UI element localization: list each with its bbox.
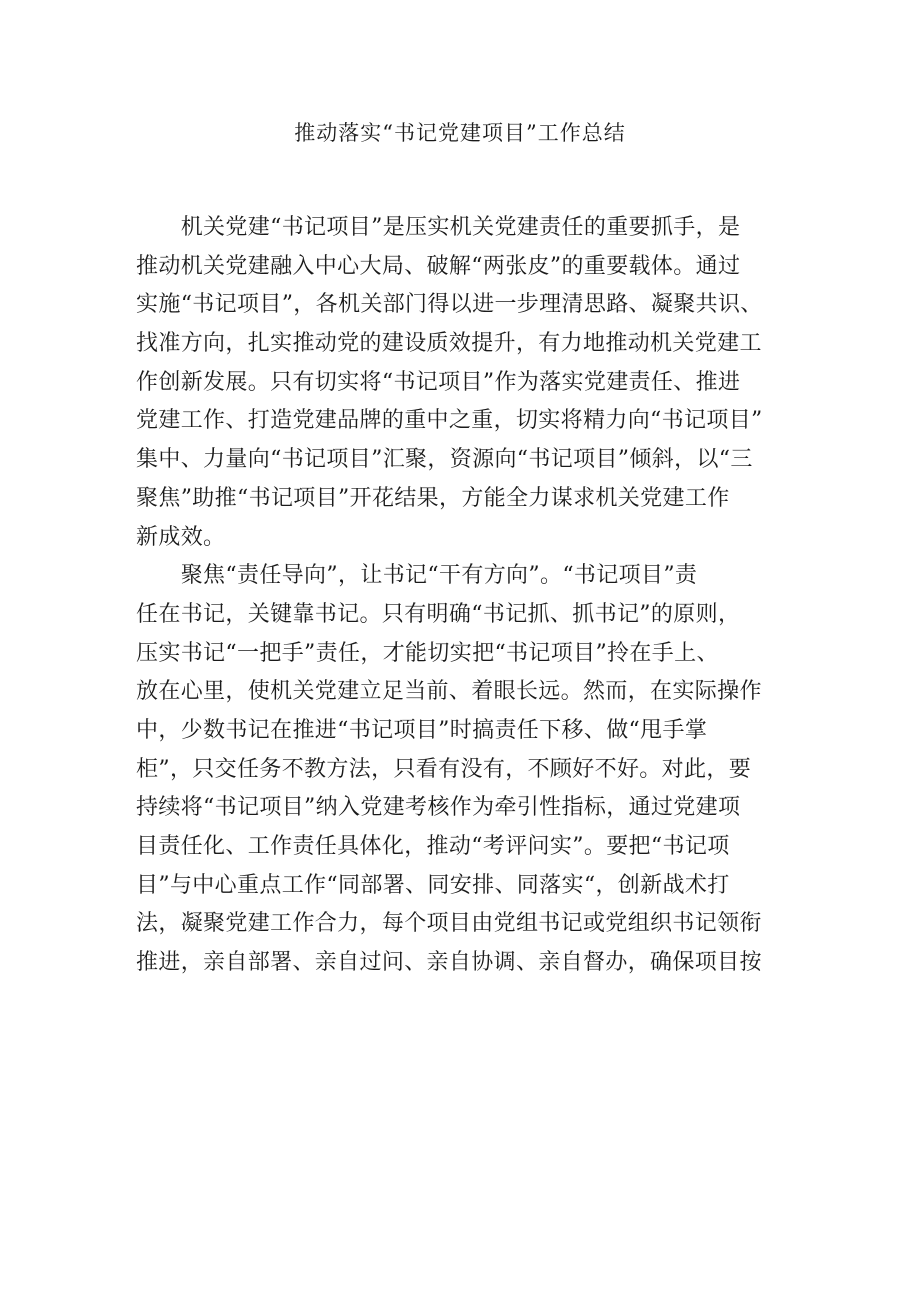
text-line: 持续将“书记项目”纳入党建考核作为牵引性指标，通过党建项	[136, 795, 741, 821]
text-line: 机关党建“书记项目”是压实机关党建责任的重要抓手，是	[136, 215, 741, 240]
text-line: 压实书记“一把手”责任，才能切实把“书记项目”拎在手上、	[136, 640, 719, 666]
text-line: 任在书记，关键靠书记。只有明确“书记抓、抓书记”的原则，	[136, 601, 741, 627]
text-line: 放在心里，使机关党建立足当前、着眼长远。然而，在实际操作	[136, 679, 762, 705]
text-line: 集中、力量向“书记项目”汇聚，资源向“书记项目”倾斜，以“三	[136, 447, 753, 473]
text-line: 目”与中心重点工作“同部署、同安排、同落实“，创新战术打	[136, 872, 730, 898]
text-line: 找准方向，扎实推动党的建设质效提升，有力地推动机关党建工	[136, 331, 762, 357]
text-line: 实施“书记项目”，各机关部门得以进一步理清思路、凝聚共识、	[136, 292, 763, 318]
text-line: 柜”，只交任务不教方法，只看有没有，不顾好不好。对此，要	[136, 756, 752, 782]
paragraph-1	[136, 209, 790, 557]
text-line: 推进，亲自部署、亲自过问、亲自协调、亲自督办，确保项目按	[136, 950, 762, 976]
text-line: 聚焦“责任导向”，让书记“干有方向”。“书记项目”责	[136, 563, 698, 589]
paragraph-2	[136, 557, 790, 983]
text-line: 目责任化、工作责任具体化，推动“考评问实”。要把“书记项	[136, 834, 730, 859]
text-line: 作创新发展。只有切实将“书记项目”作为落实党建责任、推进	[136, 369, 741, 395]
text-line: 推动机关党建融入中心大局、破解“两张皮”的重要载体。通过	[136, 253, 741, 279]
text-line: 新成效。	[136, 524, 226, 550]
document-title: 推动落实“书记党建项目”工作总结	[294, 121, 626, 145]
text-line: 聚焦”助推“书记项目”开花结果，方能全力谋求机关党建工作	[136, 485, 730, 511]
document-body	[136, 209, 790, 983]
text-line: 法，凝聚党建工作合力，每个项目由党组书记或党组织书记领衔	[136, 911, 762, 937]
text-line: 党建工作、打造党建品牌的重中之重，切实将精力向“书记项目”	[136, 408, 763, 434]
text-line: 中，少数书记在推进“书记项目”时搞责任下移、做“甩手掌	[136, 717, 708, 743]
